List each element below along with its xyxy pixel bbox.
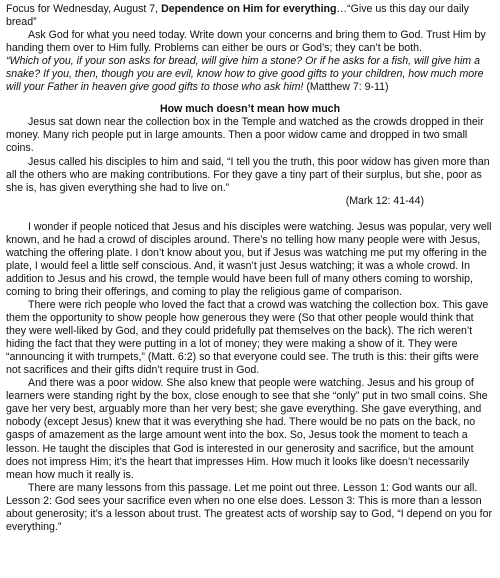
reflection-paragraph-2: There were rich people who loved the fact that a crowd was watching the collection box. This gave them the opportunity to show people how generous they were (So that other people would think that they were well-liked by God, and they could pridefully pat themselves on the back). The rich weren’t hiding the fact that they were putting in a lot of money; they were making a show of it. They were “announcing it with trumpets,” (Matt. 6:2) so that everyone could see. The truth is this: their gifts were not sacrifices and their gifts didn’t require trust in God. xyxy=(6,298,489,377)
reflection-paragraph-3: And there was a poor widow. She also knew that people were watching. Jesus and his group of learners were standing right by the box, close enough to see that she “only” put in two small coins. She gave her very best, arguably more than her very best; she gave everything. She gave everything, and nobody (except Jesus) knew that it was everything she had. There would be no pats on the back, no gasps of amazement as the large amount went into the box. So, Jesus took the moment to teach a lesson. He taught the disciples that God is interested in our generosity and sacrifice, but the amount does not impress Him; it’s the heart that impresses Him. How much it looks like doesn’t necessarily mean how much it really is. xyxy=(6,377,488,481)
story-paragraph-2: Jesus called his disciples to him and said, “I tell you the truth, this poor widow has given more than all the others who are making contributions. For they gave a tiny part of their surplus, but she, poor as she is, has given everything she had to live on.” xyxy=(6,155,490,194)
intro-paragraph: Ask God for what you need today. Write down your concerns and bring them to God. Trust Him by handing them over to Him fully. Problems can either be ours or God’s; they can’t be both. xyxy=(6,29,486,55)
focus-prefix: Focus for Wednesday, August 7, xyxy=(6,3,162,15)
reflection-paragraph-1: I wonder if people noticed that Jesus and his disciples were watching. Jesus was popular, very well known, and he had a crowd of disciples around. There’s no telling how many people were with Jesus, watching the offering plate. I don’t know about you, but if Jesus was watching me put my offering in the plate, I would feel a little self conscious. And, it wasn’t just Jesus watching; it was a whole crowd. In addition to Jesus and his crowd, the temple would have been full of many others coming to worship, coming to bring their offerings, and coming to play the religious game of comparison. xyxy=(6,220,492,298)
focus-title: Dependence on Him for everything xyxy=(161,3,337,15)
reflection-paragraph-4: There are many lessons from this passage. Let me point out three. Lesson 1: God wants our all. Lesson 2: God sees your sacrifice even when no one else does. Lesson 3: This is more than a lesson about generosity; it’s a lesson about trust. The greatest acts of worship say to God, “I depend on you for everything.” xyxy=(6,481,493,533)
story-reference: (Mark 12: 41-44) xyxy=(345,194,424,207)
scripture-quote: “Which of you, if your son asks for bread, will give him a stone? Or if he asks for a fish, will give him a snake? If you, then, though you are evil, know how to give good gifts to your children, how much more will your Father in heaven give good gifts to those who ask him! xyxy=(6,55,484,94)
scripture-reference: (Matthew 7: 9-11) xyxy=(303,81,389,94)
focus-verse: …“Give us this day our daily bread” xyxy=(6,3,469,29)
section-heading: How much doesn’t mean how much xyxy=(159,103,341,116)
story-paragraph-1: Jesus sat down near the collection box in the Temple and watched as the crowds dropped in their money. Many rich people put in large amounts. Then a poor widow came and dropped in two small coins. xyxy=(6,116,484,155)
focus-line xyxy=(6,3,494,29)
scripture-matthew xyxy=(6,55,494,94)
spacer xyxy=(6,208,494,221)
